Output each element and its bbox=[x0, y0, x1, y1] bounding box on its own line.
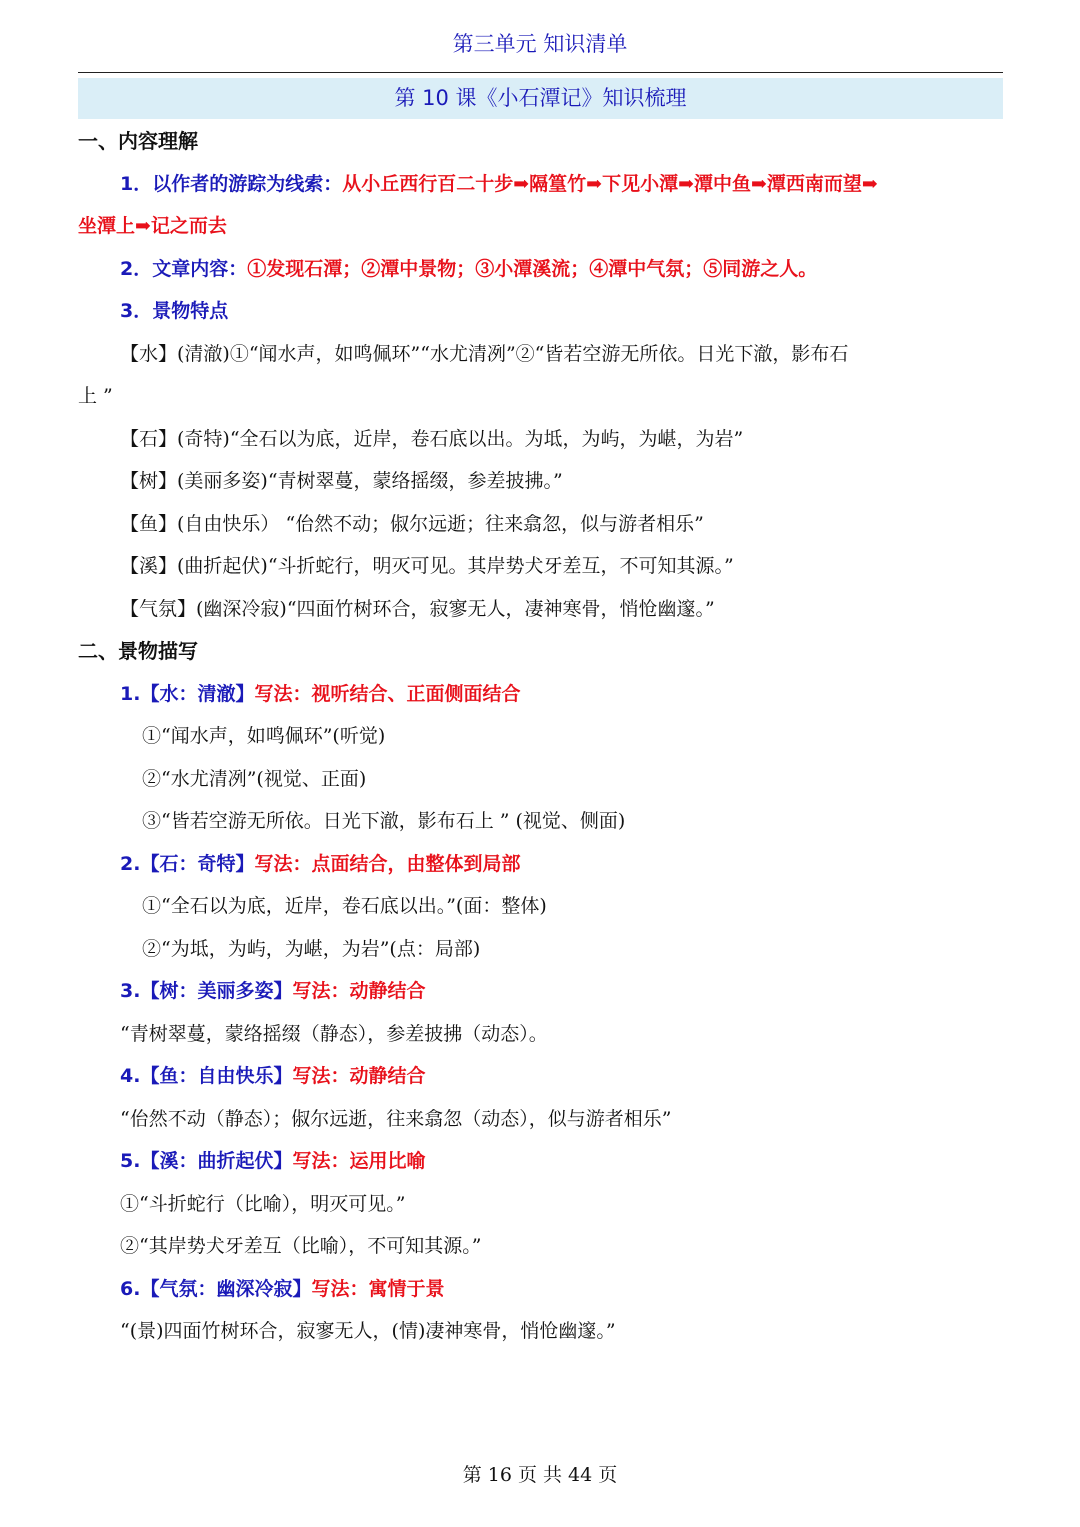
scene-4-label: 4.【鱼：自由快乐】 bbox=[120, 1065, 293, 1087]
item-3-label: 3．景物特点 bbox=[120, 300, 229, 322]
scene-4-line-1: “佁然不动（静态）；俶尔远逝，往来翕忽（动态），似与游者相乐” bbox=[120, 1108, 672, 1130]
scene-6-method: 写法：寓情于景 bbox=[311, 1278, 445, 1300]
scene-3-line-1: “青树翠蔓，蒙络摇缀（静态），参差披拂（动态）。 bbox=[120, 1023, 548, 1045]
scene-3-label: 3.【树：美丽多姿】 bbox=[120, 980, 293, 1002]
scene-5-heading bbox=[120, 1148, 425, 1174]
scene-2-line-2: ②“为坻，为屿，为嵁，为岩”(点：局部) bbox=[142, 938, 481, 960]
feature-water: 【水】(清澈)①“闻水声，如鸣佩环”“水尤清冽”②“皆若空游无所依。日光下澈，影布石 bbox=[120, 343, 849, 365]
page-footer: 第 16 页 共 44 页 bbox=[462, 1464, 618, 1486]
feature-mood: 【气氛】(幽深冷寂)“四面竹树环合，寂寥无人，凄神寒骨，悄怆幽邃。” bbox=[120, 598, 715, 620]
scene-2-label: 2.【石：奇特】 bbox=[120, 853, 255, 875]
scene-5-method: 写法：运用比喻 bbox=[292, 1150, 426, 1172]
scene-5-label: 5.【溪：曲折起伏】 bbox=[120, 1150, 293, 1172]
scene-1-line-2: ②“水尤清冽”(视觉、正面) bbox=[142, 768, 367, 790]
item-2 bbox=[120, 256, 817, 282]
scene-1-heading bbox=[120, 681, 520, 707]
lesson-title: 第 10 课《小石潭记》知识梳理 bbox=[78, 78, 1003, 119]
item-2-text: ①发现石潭；②潭中景物；③小潭溪流；④潭中气氛；⑤同游之人。 bbox=[247, 258, 818, 280]
feature-tree: 【树】(美丽多姿)“青树翠蔓，蒙络摇缀，参差披拂。” bbox=[120, 470, 563, 492]
item-1-text-cont: 坐潭上➡记之而去 bbox=[78, 215, 227, 237]
item-1-text: 从小丘西行百二十步➡隔篁竹➡下见小潭➡潭中鱼➡潭西南而望➡ bbox=[342, 173, 878, 195]
scene-2-method: 写法：点面结合，由整体到局部 bbox=[254, 853, 521, 875]
section-heading-2: 二、景物描写 bbox=[78, 639, 198, 663]
feature-fish: 【鱼】(自由快乐） “佁然不动；俶尔远逝；往来翕忽，似与游者相乐” bbox=[120, 513, 704, 535]
scene-1-label: 1.【水：清澈】 bbox=[120, 683, 255, 705]
scene-6-heading bbox=[120, 1276, 444, 1302]
feature-stone: 【石】(奇特)“全石以为底，近岸，卷石底以出。为坻，为屿，为嵁，为岩” bbox=[120, 428, 744, 450]
scene-1-line-3: ③“皆若空游无所依。日光下澈，影布石上 ” (视觉、侧面) bbox=[142, 810, 626, 832]
scene-1-line-1: ①“闻水声，如鸣佩环”(听觉) bbox=[142, 725, 386, 747]
item-1 bbox=[120, 171, 878, 197]
feature-stream: 【溪】(曲折起伏)“斗折蛇行，明灭可见。其岸势犬牙差互，不可知其源。” bbox=[120, 555, 734, 577]
scene-6-line-1: “(景)四面竹树环合，寂寥无人，(情)凄神寒骨，悄怆幽邃。” bbox=[120, 1320, 616, 1342]
scene-4-heading bbox=[120, 1063, 425, 1089]
section-heading-1: 一、内容理解 bbox=[78, 129, 198, 153]
scene-2-heading bbox=[120, 851, 520, 877]
scene-3-heading bbox=[120, 978, 425, 1004]
scene-1-method: 写法：视听结合、正面侧面结合 bbox=[254, 683, 521, 705]
item-2-label: 2．文章内容： bbox=[120, 258, 248, 280]
scene-3-method: 写法：动静结合 bbox=[292, 980, 426, 1002]
feature-water-cont: 上 ” bbox=[78, 385, 113, 407]
scene-2-line-1: ①“全石以为底，近岸，卷石底以出。”(面：整体) bbox=[142, 895, 547, 917]
unit-header: 第三单元 知识清单 bbox=[452, 32, 628, 56]
scene-4-method: 写法：动静结合 bbox=[292, 1065, 426, 1087]
scene-5-line-2: ②“其岸势犬牙差互（比喻），不可知其源。” bbox=[120, 1235, 482, 1257]
scene-6-label: 6.【气氛：幽深冷寂】 bbox=[120, 1278, 312, 1300]
item-1-label: 1．以作者的游踪为线索： bbox=[120, 173, 343, 195]
scene-5-line-1: ①“斗折蛇行（比喻），明灭可见。” bbox=[120, 1193, 406, 1215]
header-divider bbox=[78, 72, 1003, 73]
